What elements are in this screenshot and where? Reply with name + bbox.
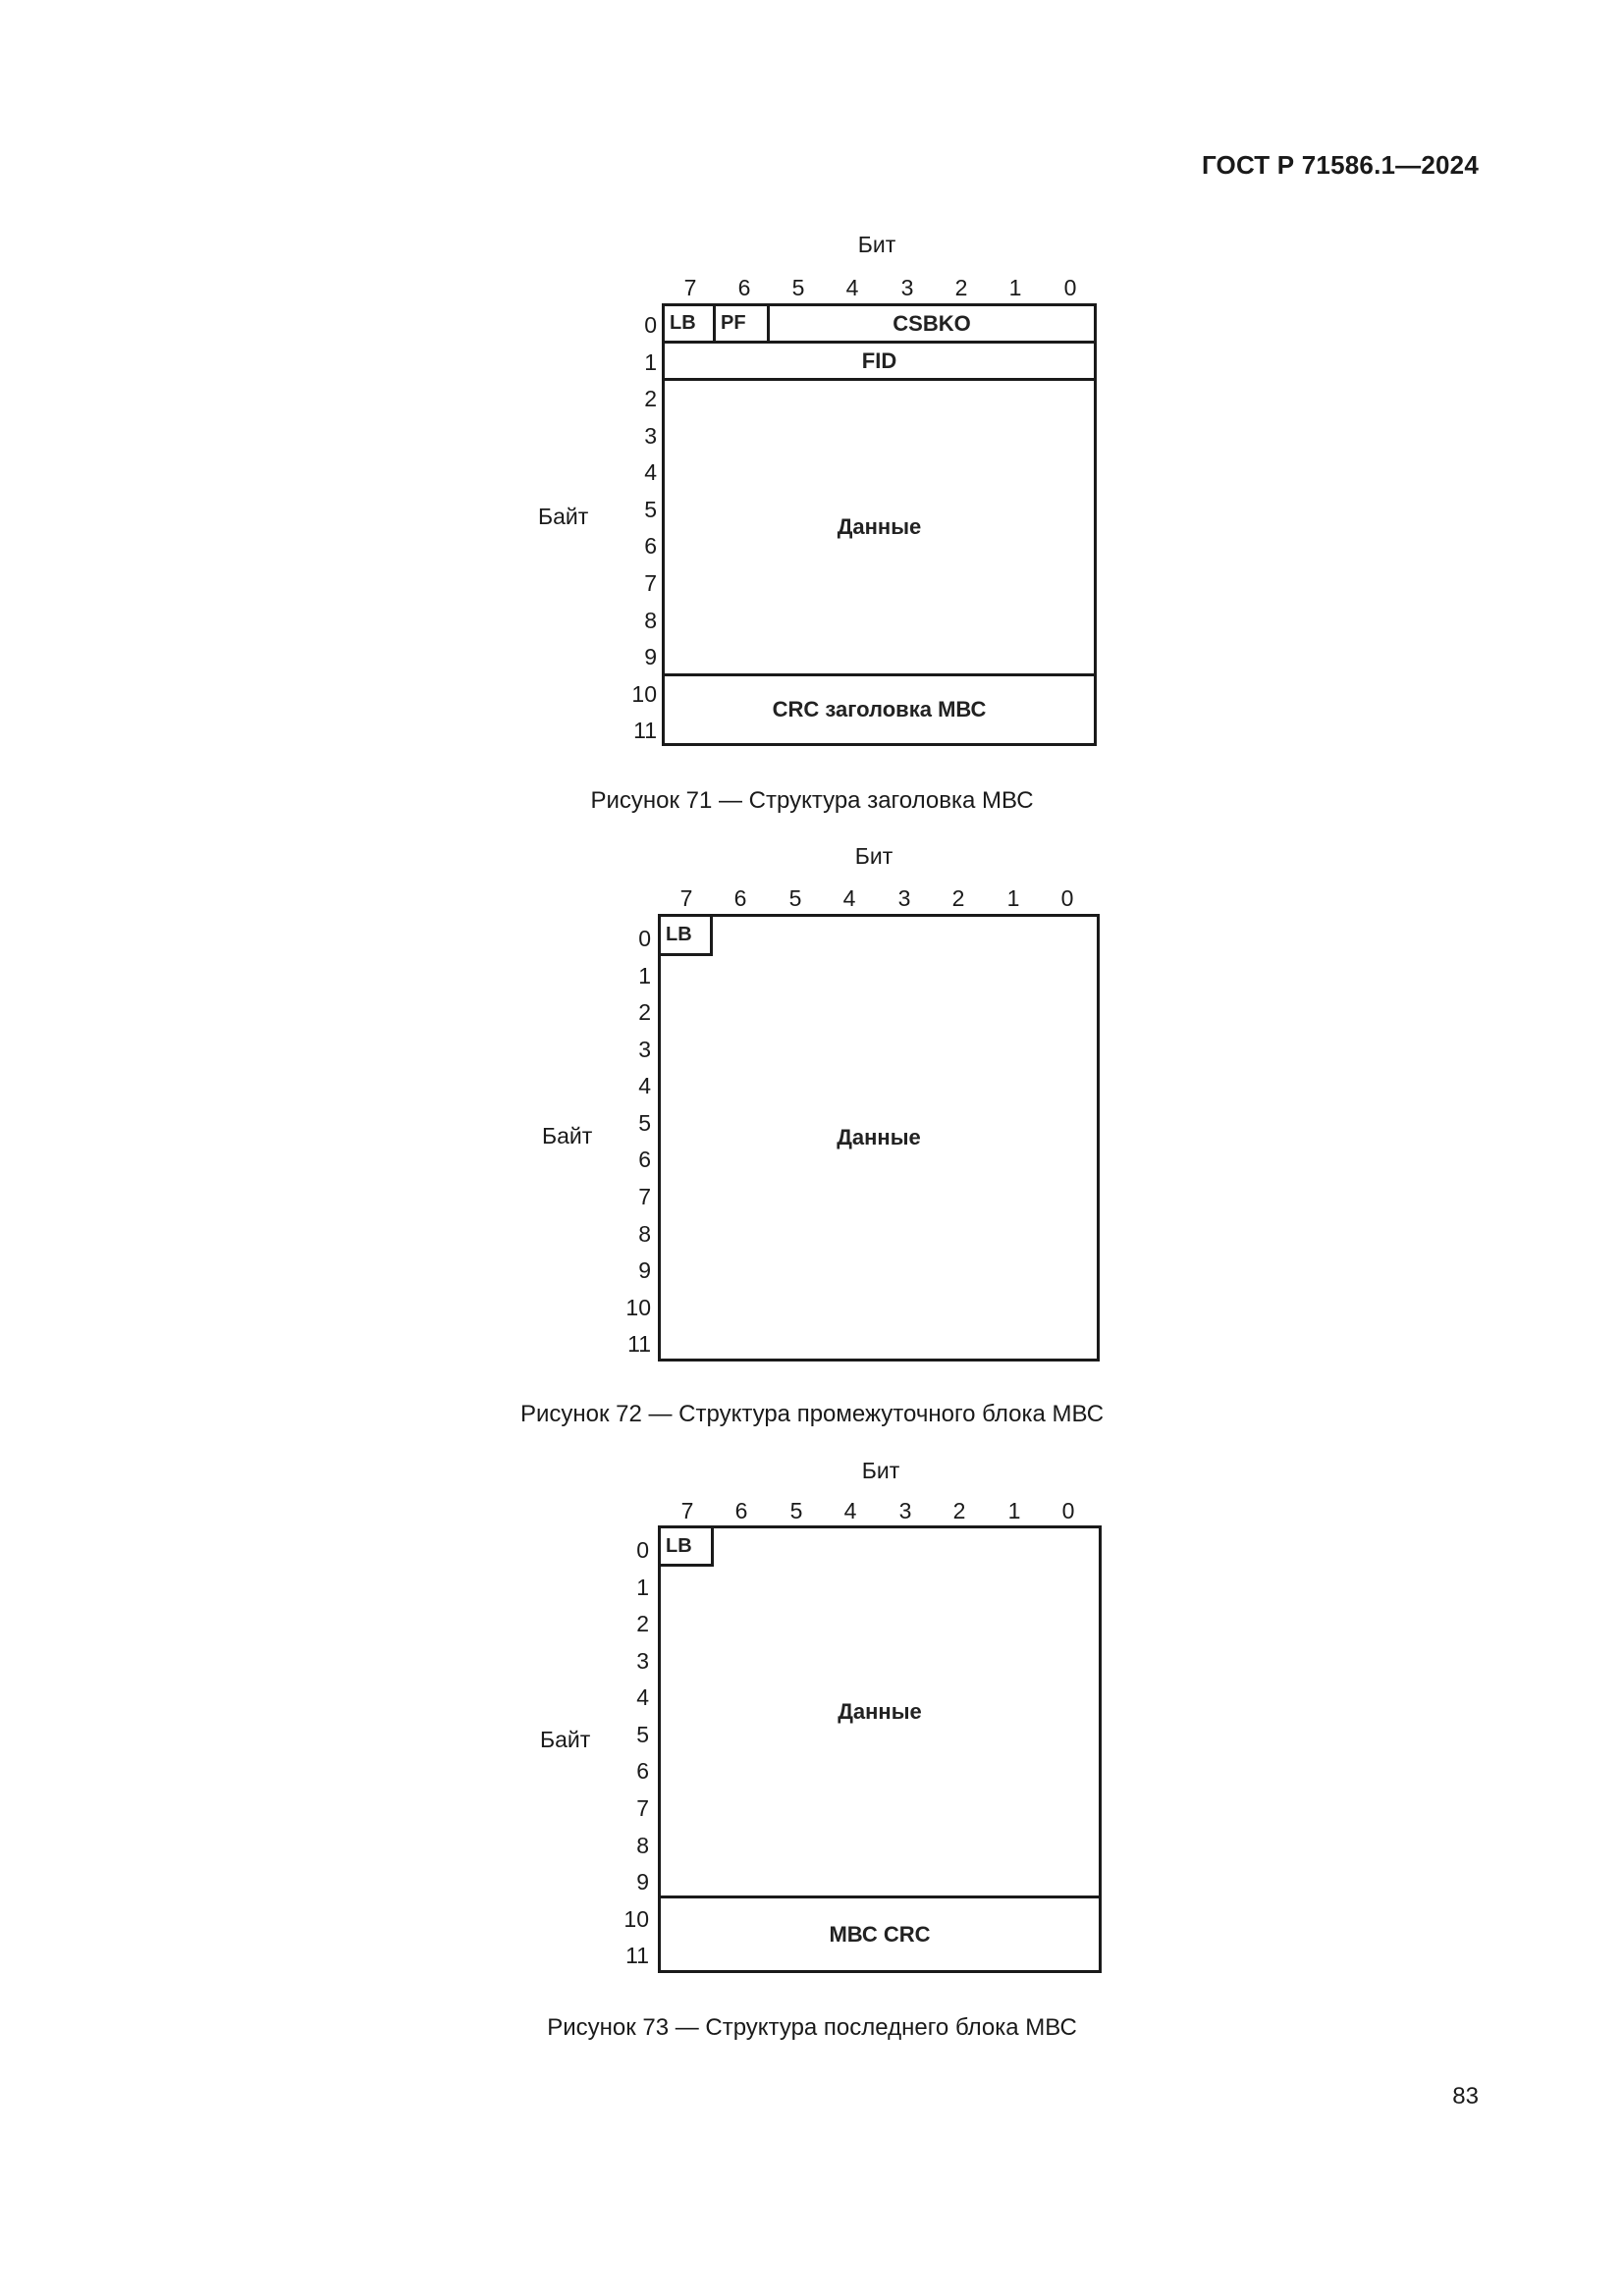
bit-number: 0	[1061, 1498, 1075, 1523]
bit-number: 7	[679, 885, 693, 911]
byte-number: 7	[644, 570, 657, 596]
byte-number: 0	[644, 312, 657, 338]
bit-number: 0	[1060, 885, 1074, 911]
field-data: Данные	[661, 1567, 1099, 1898]
byte-number: 11	[625, 1943, 649, 1968]
figure-caption: Рисунок 72 — Структура промежуточного блока МВС	[519, 1401, 1105, 1427]
byte-number: 4	[644, 459, 657, 485]
byte-number: 8	[638, 1221, 651, 1247]
register-frame	[658, 1525, 1102, 1973]
field-lb: LB	[661, 917, 713, 956]
field-header-crc: CRC заголовка МВС	[772, 697, 987, 721]
figure-caption: Рисунок 71 — Структура заголовка МВС	[590, 787, 1034, 814]
byte-axis-title: Байт	[542, 1123, 593, 1148]
byte-number: 9	[636, 1869, 649, 1895]
byte-number: 6	[638, 1147, 651, 1172]
byte-number: 1	[638, 963, 651, 988]
byte-number: 0	[638, 926, 651, 951]
byte-number: 2	[636, 1611, 649, 1636]
bit-number: 6	[734, 1498, 748, 1523]
byte-number: 9	[644, 644, 657, 669]
bit-number: 1	[1006, 885, 1020, 911]
bit-number: 6	[737, 275, 751, 300]
byte-number: 11	[633, 718, 657, 743]
bit-axis-title: Бит	[857, 232, 896, 257]
byte-number: 10	[625, 1295, 651, 1320]
field-data: Данные	[665, 381, 1094, 676]
byte-number: 8	[644, 608, 657, 633]
byte-number: 11	[627, 1331, 651, 1357]
bit-axis-title: Бит	[861, 1458, 900, 1483]
field-pf: PF	[716, 306, 770, 344]
bit-number: 7	[680, 1498, 694, 1523]
field-fid: FID	[665, 344, 1094, 381]
byte-number: 10	[623, 1906, 649, 1932]
bit-number: 1	[1007, 1498, 1021, 1523]
byte-number: 4	[636, 1684, 649, 1710]
bit-number: 1	[1008, 275, 1022, 300]
byte-number: 6	[644, 533, 657, 559]
field-lb: LB	[665, 306, 716, 344]
byte-number: 7	[636, 1795, 649, 1821]
bit-number: 7	[683, 275, 697, 300]
byte-number: 9	[638, 1257, 651, 1283]
byte-number: 1	[644, 349, 657, 375]
field-mbc-crc: МВС CRC	[829, 1921, 931, 1947]
byte-number: 0	[636, 1537, 649, 1563]
bit-number: 4	[845, 275, 859, 300]
bit-number: 3	[900, 275, 914, 300]
field-data: Данные	[837, 1125, 921, 1149]
bit-number: 0	[1063, 275, 1077, 300]
byte-number: 5	[638, 1110, 651, 1136]
bit-number: 4	[843, 1498, 857, 1523]
bit-number: 2	[954, 275, 968, 300]
byte-number: 1	[636, 1575, 649, 1600]
bit-axis-title: Бит	[854, 843, 893, 869]
bit-number: 3	[898, 1498, 912, 1523]
page-number: 83	[1452, 2083, 1479, 2109]
byte-number: 5	[636, 1722, 649, 1747]
bit-number: 5	[791, 275, 805, 300]
bit-number: 2	[951, 885, 965, 911]
byte-number: 2	[644, 386, 657, 411]
register-frame	[662, 303, 1097, 746]
bit-number: 5	[789, 1498, 803, 1523]
byte-number: 7	[638, 1184, 651, 1209]
document-header: ГОСТ Р 71586.1—2024	[1201, 150, 1479, 180]
byte-axis-title: Байт	[538, 504, 589, 529]
bit-number: 3	[897, 885, 911, 911]
field-lb: LB	[661, 1528, 714, 1567]
byte-number: 3	[644, 423, 657, 449]
byte-number: 3	[638, 1037, 651, 1062]
byte-number: 6	[636, 1758, 649, 1784]
field-csbko: CSBKO	[770, 306, 1094, 344]
bit-number: 4	[842, 885, 856, 911]
register-frame	[658, 914, 1100, 1362]
byte-number: 3	[636, 1648, 649, 1674]
bit-number: 2	[952, 1498, 966, 1523]
byte-number: 10	[631, 681, 657, 707]
bit-number: 5	[788, 885, 802, 911]
byte-number: 8	[636, 1833, 649, 1858]
byte-number: 4	[638, 1073, 651, 1098]
figure-caption: Рисунок 73 — Структура последнего блока МВС	[547, 2014, 1077, 2041]
byte-number: 5	[644, 497, 657, 522]
byte-number: 2	[638, 999, 651, 1025]
bit-number: 6	[733, 885, 747, 911]
byte-axis-title: Байт	[540, 1727, 591, 1752]
